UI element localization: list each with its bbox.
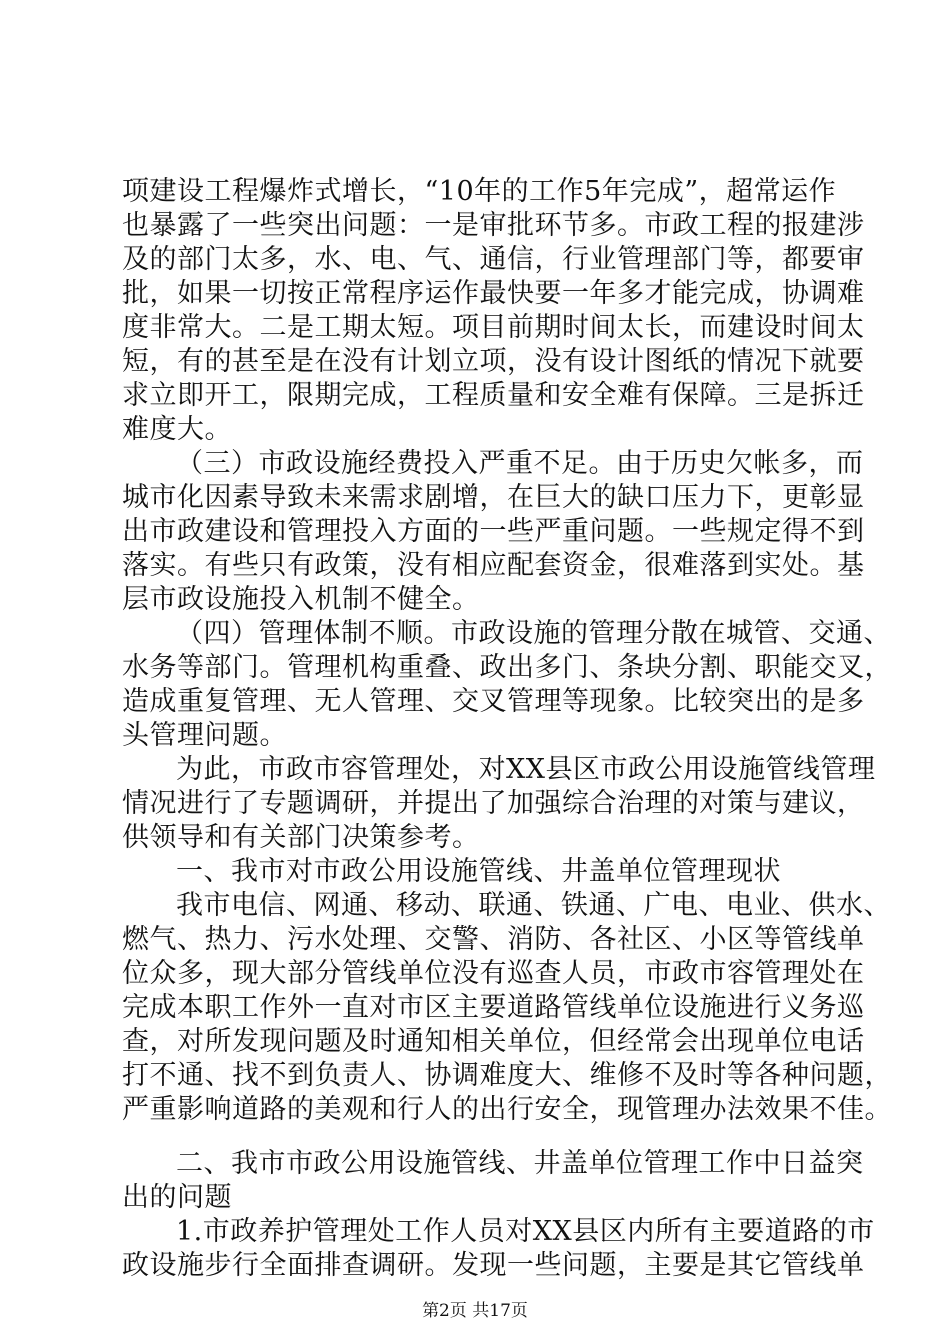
text-line: 1.市政养护管理处工作人员对XX县区内所有主要道路的市 [176,1216,875,1247]
section-heading-4: （四）管理体制不顺。市政设施的管理分散在城管、交通、 [176,618,891,649]
text-line: 出市政建设和管理投入方面的一些严重问题。一些规定得不到 [122,516,865,547]
text-line: 及的部门太多，水、电、气、通信，行业管理部门等，都要审 [122,244,865,275]
text-line: 打不通、找不到负责人、协调难度大、维修不及时等各种问题， [122,1060,892,1091]
text-line: 城市化因素导致未来需求剧增，在巨大的缺口压力下，更彰显 [122,482,865,513]
text-line: 求立即开工，限期完成，工程质量和安全难有保障。三是拆迁 [122,380,865,411]
text-line: 项建设工程爆炸式增长，“10年的工作5年完成”，超常运作 [122,176,837,207]
page-footer: 第2页 共17页 [422,1301,528,1321]
text-line: 落实。有些只有政策，没有相应配套资金，很难落到实处。基 [122,550,865,581]
text-line: 水务等部门。管理机构重叠、政出多门、条块分割、职能交叉， [122,652,892,683]
text-line: 造成重复管理、无人管理、交叉管理等现象。比较突出的是多 [122,686,865,717]
section-heading-3: （三）市政设施经费投入严重不足。由于历史欠帐多，而 [176,448,864,479]
text-line: 层市政设施投入机制不健全。 [122,584,480,615]
text-line: 为此，市政市容管理处，对XX县区市政公用设施管线管理 [176,754,876,785]
text-line: 我市电信、网通、移动、联通、铁通、广电、电业、供水、 [176,890,891,921]
text-line: 政设施步行全面排查调研。发现一些问题，主要是其它管线单 [122,1250,865,1281]
text-line: 头管理问题。 [122,720,287,751]
text-line: 查，对所发现问题及时通知相关单位，但经常会出现单位电话 [122,1026,865,1057]
text-line: 燃气、热力、污水处理、交警、消防、各社区、小区等管线单 [122,924,865,955]
section-heading-two: 二、我市市政公用设施管线、井盖单位管理工作中日益突 [176,1148,864,1179]
text-line: 严重影响道路的美观和行人的出行安全，现管理办法效果不佳。 [122,1094,892,1125]
text-line: 难度大。 [122,414,232,445]
text-line: 供领导和有关部门决策参考。 [122,822,480,853]
text-line: 完成本职工作外一直对市区主要道路管线单位设施进行义务巡 [122,992,865,1023]
text-line: 也暴露了一些突出问题：一是审批环节多。市政工程的报建涉 [122,210,865,241]
text-line: 出的问题 [122,1182,232,1213]
text-line: 情况进行了专题调研，并提出了加强综合治理的对策与建议， [122,788,865,819]
text-line: 位众多，现大部分管线单位没有巡查人员，市政市容管理处在 [122,958,865,989]
text-line: 短，有的甚至是在没有计划立项，没有设计图纸的情况下就要 [122,346,865,377]
section-heading-one: 一、我市对市政公用设施管线、井盖单位管理现状 [176,856,781,887]
text-line: 批，如果一切按正常程序运作最快要一年多才能完成，协调难 [122,278,865,309]
text-line: 度非常大。二是工期太短。项目前期时间太长，而建设时间太 [122,312,865,343]
